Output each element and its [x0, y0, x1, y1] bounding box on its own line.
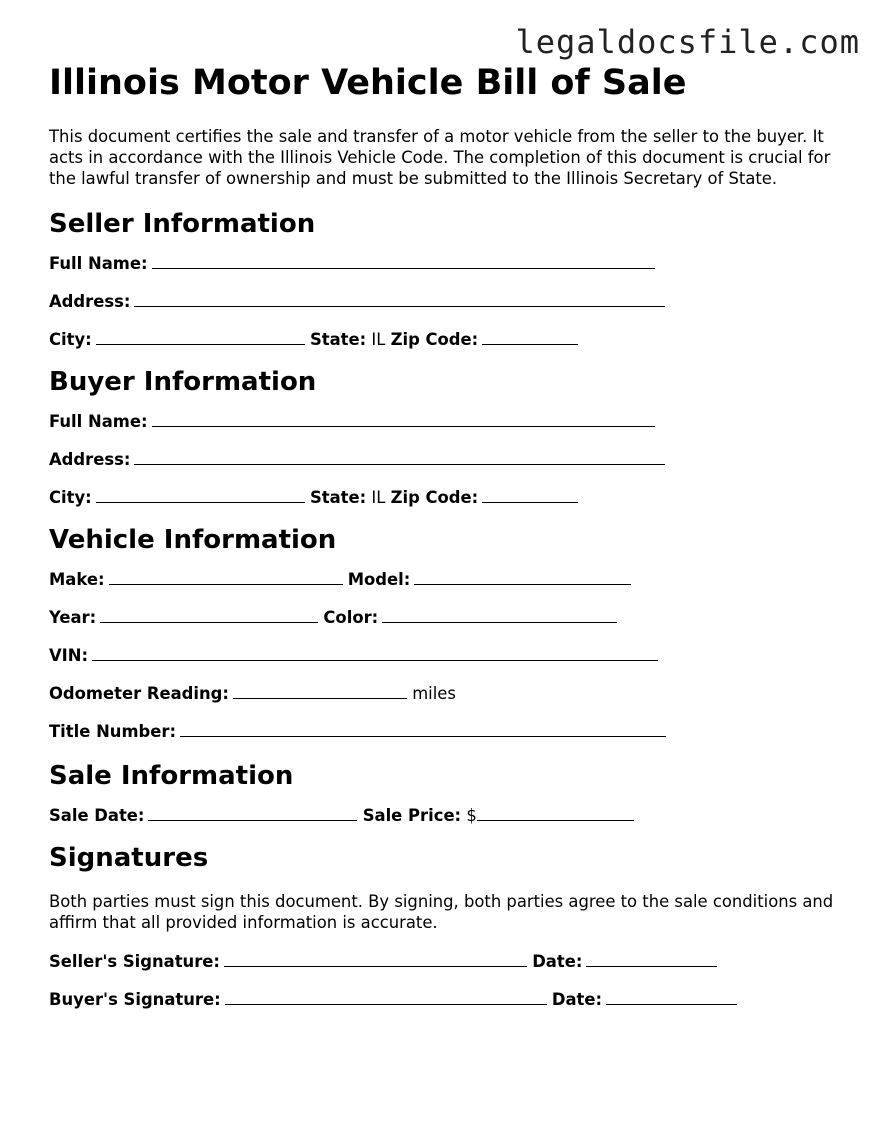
seller-signature-field[interactable] — [224, 951, 527, 967]
signatures-paragraph: Both parties must sign this document. By signing, both parties agree to the sale conditions and affirm that all provided information is accurate. — [49, 892, 834, 932]
sale-row — [49, 805, 849, 843]
sale-heading: Sale Information — [49, 761, 294, 791]
buyer-address-label: Address: — [49, 450, 131, 469]
seller-address-label: Address: — [49, 292, 131, 311]
buyer-signature-date-field[interactable] — [606, 989, 737, 1005]
vehicle-vin-row — [49, 645, 849, 683]
seller-state-value: IL — [371, 330, 386, 349]
sale-price-label: Sale Price: — [362, 806, 462, 825]
seller-heading: Seller Information — [49, 209, 316, 239]
buyer-full-name-label: Full Name: — [49, 412, 148, 431]
buyer-section — [49, 367, 849, 525]
signatures-section — [49, 843, 849, 1027]
seller-signature-date-label: Date: — [532, 952, 583, 971]
buyer-address-field[interactable] — [134, 449, 665, 465]
seller-address-row — [49, 291, 849, 329]
sale-section — [49, 761, 849, 843]
seller-zip-field[interactable] — [482, 329, 578, 345]
vehicle-year-field[interactable] — [100, 607, 318, 623]
buyer-state-label: State: — [309, 488, 367, 507]
seller-city-row — [49, 329, 849, 367]
signatures-heading: Signatures — [49, 843, 209, 873]
buyer-state-value: IL — [371, 488, 386, 507]
vehicle-odometer-label: Odometer Reading: — [49, 684, 229, 703]
vehicle-title-number-row — [49, 721, 849, 759]
watermark: legaldocsfile.com — [515, 23, 860, 61]
intro-paragraph: This document certifies the sale and transfer of a motor vehicle from the seller to the buyer. It acts in accordance with the Illinois Vehicle Code. The completion of this document is crucial for the lawful transfer of ownership and must be submitted to the Illinois Secretary of State. — [49, 127, 831, 188]
buyer-full-name-field[interactable] — [152, 411, 655, 427]
document-page — [49, 62, 849, 1027]
seller-full-name-row — [49, 253, 849, 291]
sale-date-label: Sale Date: — [49, 806, 145, 825]
buyer-signature-field[interactable] — [225, 989, 547, 1005]
buyer-city-field[interactable] — [96, 487, 305, 503]
seller-zip-label: Zip Code: — [390, 330, 479, 349]
buyer-signature-row — [49, 989, 849, 1027]
vehicle-make-field[interactable] — [109, 569, 343, 585]
sale-price-prefix: $ — [466, 806, 477, 825]
seller-full-name-label: Full Name: — [49, 254, 148, 273]
vehicle-model-label: Model: — [347, 570, 411, 589]
vehicle-model-field[interactable] — [414, 569, 631, 585]
vehicle-year-color-row — [49, 607, 849, 645]
vehicle-title-number-field[interactable] — [180, 721, 666, 737]
vehicle-section — [49, 525, 849, 759]
seller-address-field[interactable] — [134, 291, 665, 307]
buyer-address-row — [49, 449, 849, 487]
buyer-zip-label: Zip Code: — [390, 488, 479, 507]
seller-city-label: City: — [49, 330, 92, 349]
vehicle-title-number-label: Title Number: — [49, 722, 177, 741]
vehicle-year-label: Year: — [49, 608, 97, 627]
seller-signature-date-field[interactable] — [586, 951, 717, 967]
buyer-full-name-row — [49, 411, 849, 449]
buyer-city-label: City: — [49, 488, 92, 507]
vehicle-odometer-row — [49, 683, 849, 721]
vehicle-make-label: Make: — [49, 570, 105, 589]
buyer-city-row — [49, 487, 849, 525]
seller-signature-label: Seller's Signature: — [49, 952, 220, 971]
vehicle-color-field[interactable] — [382, 607, 617, 623]
seller-city-field[interactable] — [96, 329, 305, 345]
buyer-signature-label: Buyer's Signature: — [49, 990, 221, 1009]
vehicle-vin-label: VIN: — [49, 646, 89, 665]
vehicle-vin-field[interactable] — [92, 645, 658, 661]
buyer-heading: Buyer Information — [49, 367, 317, 397]
buyer-zip-field[interactable] — [482, 487, 578, 503]
vehicle-make-model-row — [49, 569, 849, 607]
buyer-signature-date-label: Date: — [551, 990, 603, 1009]
seller-signature-row — [49, 951, 849, 989]
vehicle-odometer-unit: miles — [412, 684, 456, 703]
sale-date-field[interactable] — [148, 805, 357, 821]
seller-full-name-field[interactable] — [152, 253, 655, 269]
seller-state-label: State: — [309, 330, 367, 349]
page-title: Illinois Motor Vehicle Bill of Sale — [49, 63, 687, 103]
vehicle-color-label: Color: — [323, 608, 379, 627]
sale-price-field[interactable] — [477, 805, 634, 821]
vehicle-heading: Vehicle Information — [49, 525, 337, 555]
vehicle-odometer-field[interactable] — [233, 683, 407, 699]
seller-section — [49, 209, 849, 367]
